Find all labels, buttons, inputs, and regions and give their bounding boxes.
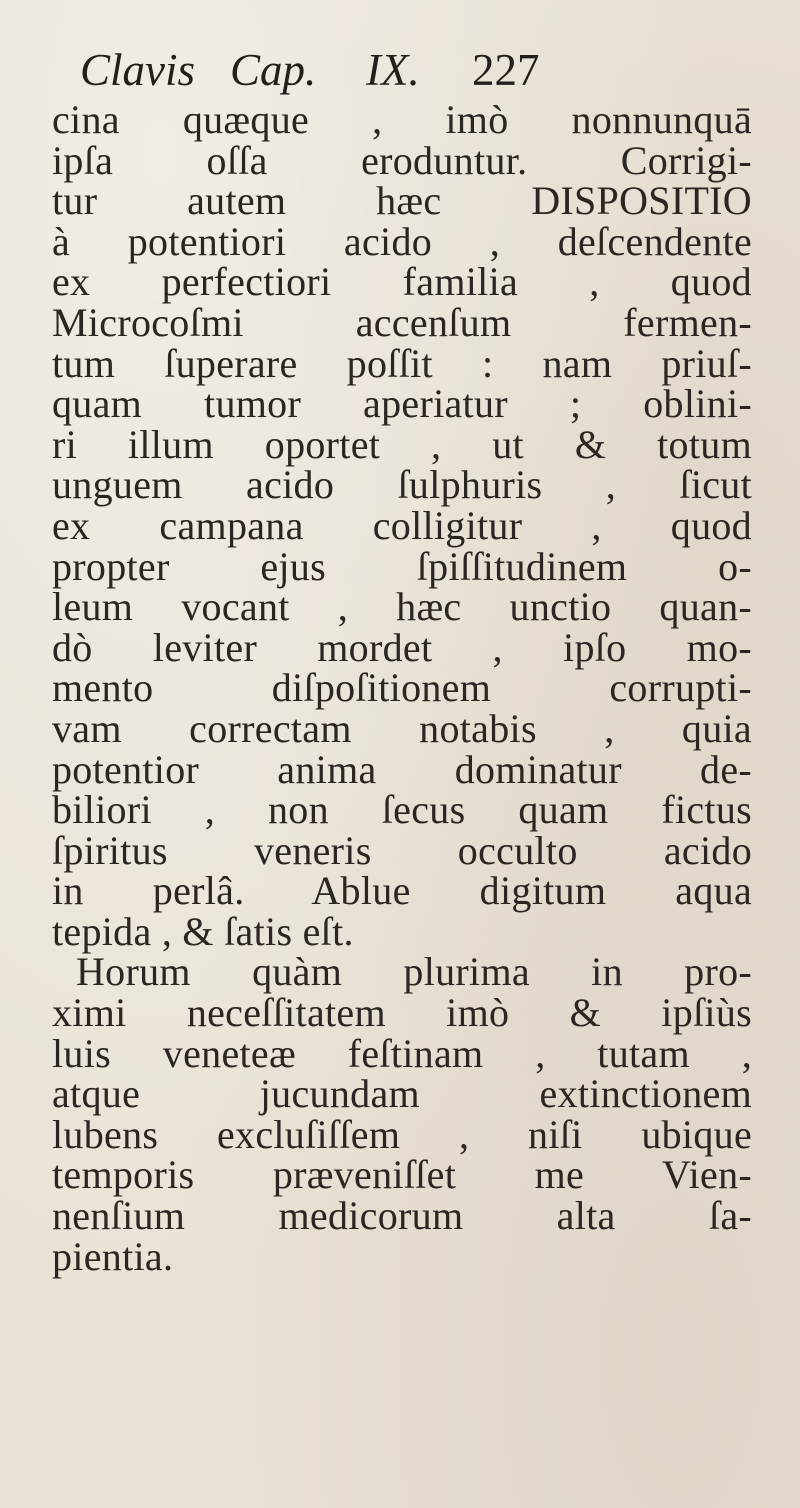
text-line: propter ejus ſpiſſitudinem o- — [52, 543, 752, 589]
text-line: in perlâ. Ablue digitum aqua — [52, 868, 752, 914]
header-title: Clavis — [80, 45, 196, 95]
header-chapter-number: IX. — [366, 45, 420, 95]
text-line: ximi neceſſitatem imò & ipſiùs — [52, 990, 752, 1036]
text-line: lubens excluſiſſem , niſi ubique — [52, 1111, 752, 1157]
text-line: vam correctam notabis , quia — [52, 705, 752, 751]
text-line: ſpiritus veneris occulto acido — [52, 827, 752, 873]
text-line: temporis præveniſſet me Vien- — [52, 1152, 752, 1198]
text-line: tur autem hæc DISPOSITIO — [52, 178, 752, 224]
text-line: dò leviter mordet , ipſo mo- — [52, 624, 752, 670]
header-chapter: Cap. — [230, 45, 317, 95]
text-line: leum vocant , hæc unctio quan- — [52, 584, 752, 630]
page-number: 227 — [472, 45, 540, 95]
text-line: mento diſpoſitionem corrupti- — [52, 665, 752, 711]
running-header — [80, 44, 550, 102]
text-line: biliori , non ſecus quam fictus — [52, 787, 752, 833]
text-line: ipſa oſſa eroduntur. Corrigi- — [52, 137, 752, 183]
text-line: pientia. — [52, 1233, 174, 1279]
text-line: ri illum oportet , ut & totum — [52, 421, 752, 467]
text-line: unguem acido ſulphuris , ſicut — [52, 462, 752, 508]
text-line: tum ſuperare poſſit : nam priuſ- — [52, 340, 752, 386]
text-line: quam tumor aperiatur ; oblini- — [52, 381, 752, 427]
text-line: nenſium medicorum alta ſa- — [52, 1193, 752, 1239]
text-line: ex campana colligitur , quod — [52, 502, 752, 548]
text-line: tepida , & ſatis eſt. — [52, 908, 354, 954]
text-line: potentior anima dominatur de- — [52, 746, 752, 792]
text-line: ex perfectiori familia , quod — [52, 259, 752, 305]
text-line: luis veneteæ feſtinam , tutam , — [52, 1030, 752, 1076]
text-line: cina quæque , imò nonnunquā — [52, 97, 752, 142]
text-line: à potentiori acido , deſcendente — [52, 218, 752, 264]
text-line: Horum quàm plurima in pro- — [76, 949, 752, 995]
body-text — [52, 97, 752, 1279]
text-line: atque jucundam extinctionem — [52, 1071, 752, 1117]
text-line: Microcoſmi accenſum fermen- — [52, 299, 752, 345]
